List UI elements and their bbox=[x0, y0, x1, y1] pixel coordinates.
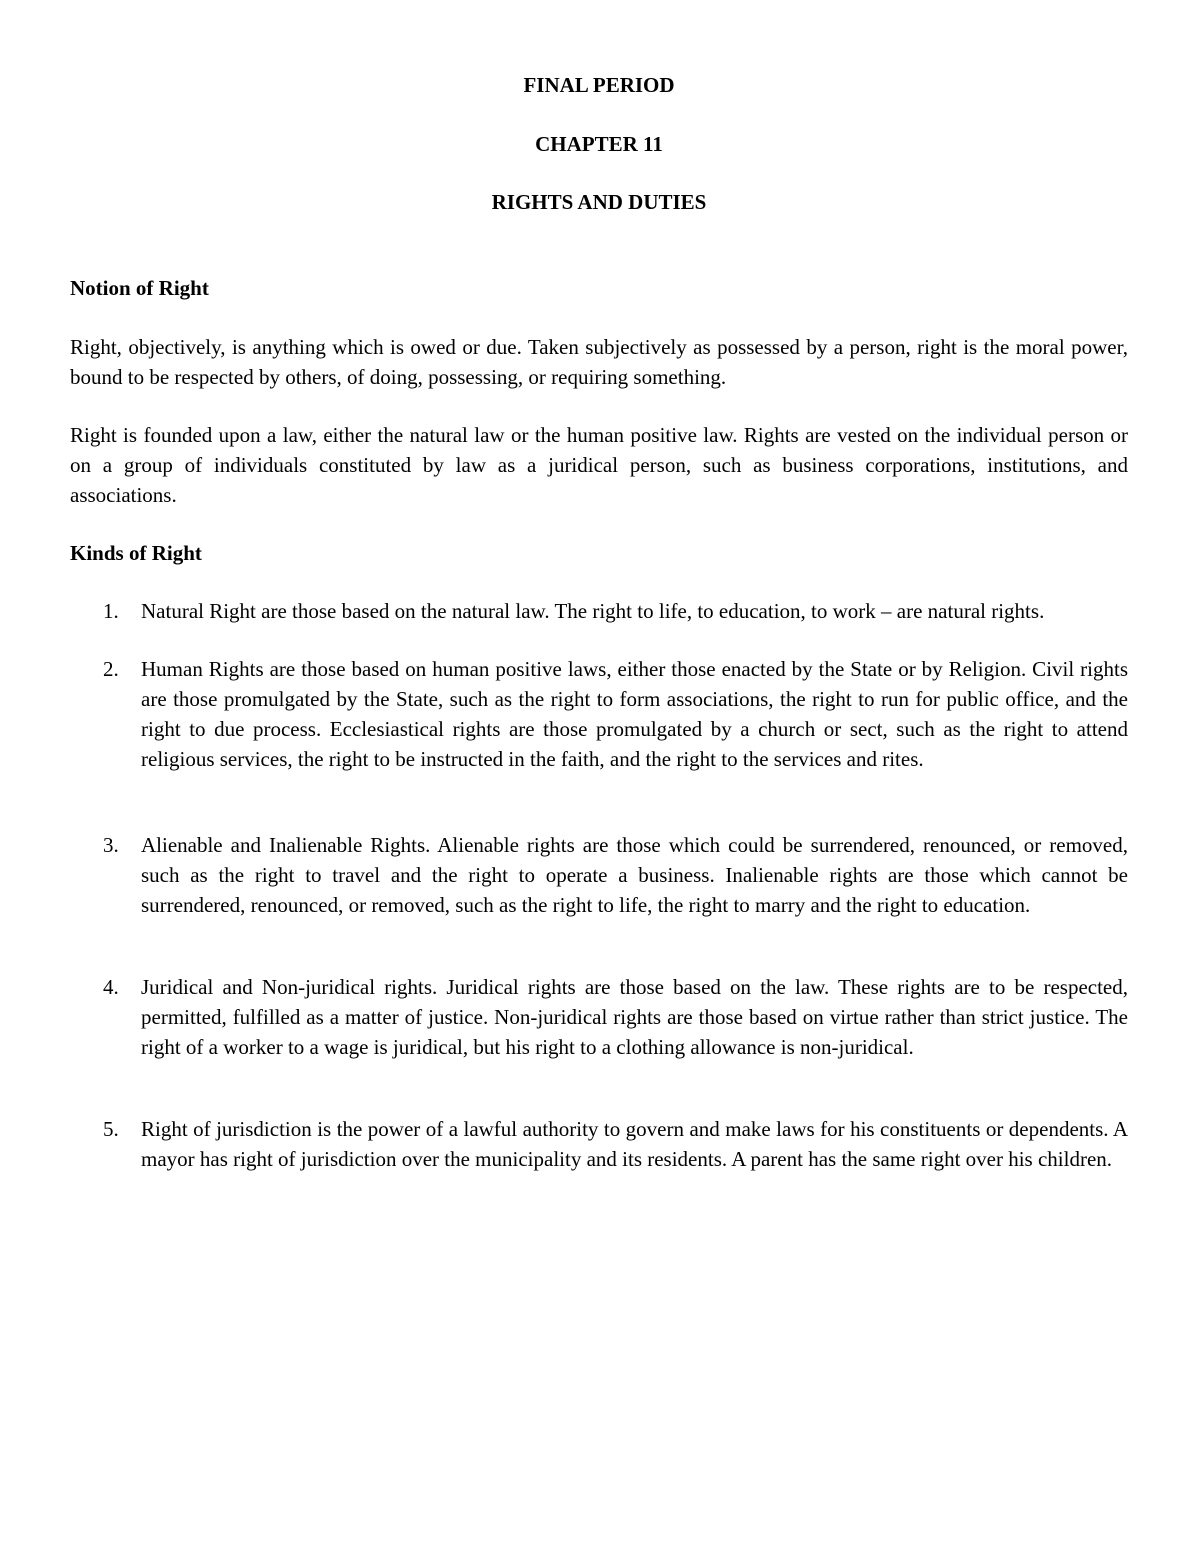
chapter-heading: CHAPTER 11 bbox=[535, 132, 663, 156]
section-heading: Notion of Right bbox=[70, 276, 209, 300]
list-item-text: Natural Right are those based on the natural law. The right to life, to education, to work – are natural rights. bbox=[141, 599, 1045, 623]
list-item bbox=[70, 1114, 1128, 1174]
list-item bbox=[70, 972, 1128, 1062]
section-heading: Kinds of Right bbox=[70, 541, 202, 565]
list-item bbox=[70, 830, 1128, 920]
list-item-number: 1. bbox=[103, 599, 119, 623]
document-title: RIGHTS AND DUTIES bbox=[491, 190, 707, 214]
list-item bbox=[70, 654, 1128, 774]
list-item-text: Alienable and Inalienable Rights. Alienable rights are those which could be surrendered, renounced, or removed, such as the right to travel and the right to operate a business. Inalienable rights are those which cannot be surrendered, renounced, or removed, such as the right to life, the right to marry and the right to education. bbox=[141, 833, 1128, 917]
section-notion-of-right bbox=[70, 273, 1128, 510]
list-item-text: Right of jurisdiction is the power of a lawful authority to govern and make laws for his constituents or dependents. A mayor has right of jurisdiction over the municipality and its residents. A parent has the same right over his children. bbox=[141, 1117, 1128, 1171]
section-kinds-of-right bbox=[70, 538, 1128, 1174]
list-item-number: 4. bbox=[103, 975, 119, 999]
paragraph: Right, objectively, is anything which is owed or due. Taken subjectively as possessed by a person, right is the moral power, bound to be respected by others, of doing, possessing, or requiring something. bbox=[70, 335, 1128, 389]
list-item-text: Juridical and Non-juridical rights. Juridical rights are those based on the law. These rights are to be respected, permitted, fulfilled as a matter of justice. Non-juridical rights are those based on virtue rather than strict justice. The right of a worker to a wage is juridical, but his right to a clothing allowance is non-juridical. bbox=[141, 975, 1128, 1059]
list-item-text: Human Rights are those based on human positive laws, either those enacted by the State or by Religion. Civil rights are those promulgated by the State, such as the right to form associations, the right to run for public office, and the right to due process. Ecclesiastical rights are those promulgated by a church or sect, such as the right to attend religious services, the right to be instructed in the faith, and the right to the services and rites. bbox=[141, 657, 1128, 771]
list-item bbox=[70, 596, 1128, 626]
list-item-number: 3. bbox=[103, 833, 119, 857]
kinds-list bbox=[70, 596, 1128, 1174]
list-item-number: 2. bbox=[103, 657, 119, 681]
paragraph: Right is founded upon a law, either the natural law or the human positive law. Rights are vested on the individual person or on a group of individuals constituted by law as a juridical person, such as business corporations, institutions, and associations. bbox=[70, 423, 1128, 507]
document-page bbox=[70, 70, 1128, 1174]
list-item-number: 5. bbox=[103, 1117, 119, 1141]
period-heading: FINAL PERIOD bbox=[523, 73, 675, 97]
